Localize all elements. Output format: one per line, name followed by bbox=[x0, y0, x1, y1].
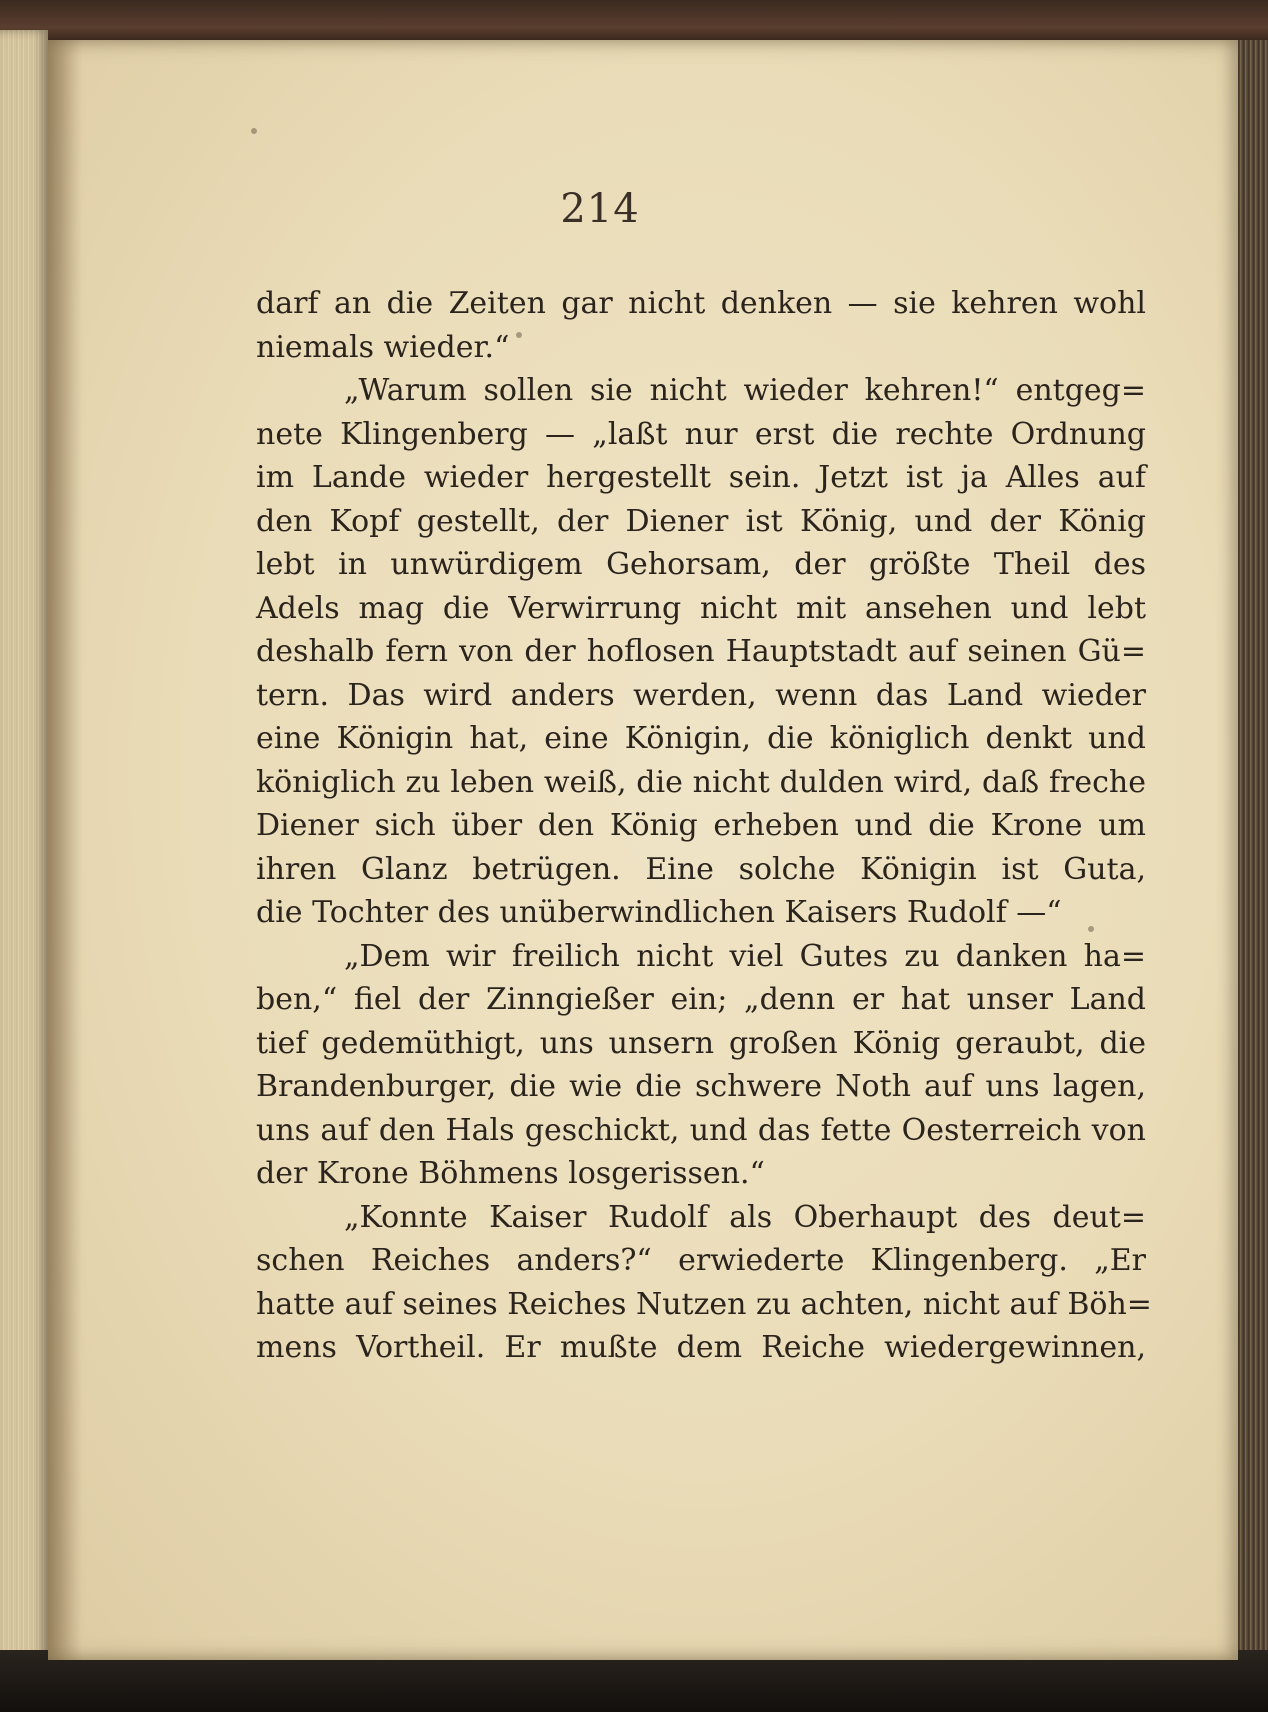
page-gutter-shadow bbox=[48, 40, 82, 1660]
text-line: deshalb fern von der hoflosen Hauptstadt auf seinen Gü= bbox=[256, 634, 1146, 669]
text-line: „Konnte Kaiser Rudolf als Oberhaupt des deut= bbox=[344, 1199, 1146, 1235]
text-line: Brandenburger, die wie die schwere Noth auf uns lagen, bbox=[256, 1069, 1146, 1104]
text-line: königlich zu leben weiß, die nicht dulden wird, daß freche bbox=[256, 764, 1146, 800]
text-line: nete Klingenberg — „laßt nur erst die rechte Ordnung bbox=[256, 416, 1146, 452]
text-line: uns auf den Hals geschickt, und das fette Oesterreich von bbox=[256, 1112, 1146, 1148]
paper-speck bbox=[251, 128, 257, 134]
text-line: hatte auf seines Reiches Nutzen zu achten, nicht auf Böh= bbox=[256, 1286, 1152, 1322]
text-line: schen Reiches anders?“ erwiederte Klingenberg. „Er bbox=[256, 1243, 1146, 1278]
text-line: ben,“ fiel der Zinngießer ein; „denn er hat unser Land bbox=[256, 982, 1146, 1017]
text-line: im Lande wieder hergestellt sein. Jetzt ist ja Alles auf bbox=[256, 460, 1146, 495]
text-line: eine Königin hat, eine Königin, die königlich denkt und bbox=[256, 721, 1146, 756]
text-line: tief gedemüthigt, uns unsern großen König geraubt, die bbox=[256, 1025, 1146, 1061]
text-line: lebt in unwürdigem Gehorsam, der größte Theil des bbox=[256, 547, 1146, 582]
text-line: tern. Das wird anders werden, wenn das Land wieder bbox=[256, 677, 1146, 713]
text-line: Diener sich über den König erheben und die Krone um bbox=[256, 808, 1146, 843]
text-line: die Tochter des unüberwindlichen Kaisers Rudolf —“ bbox=[256, 895, 1062, 930]
text-line: niemals wieder.“ bbox=[256, 329, 510, 365]
text-line: „Dem wir freilich nicht viel Gutes zu danken ha= bbox=[344, 938, 1146, 974]
page-number: 214 bbox=[560, 186, 640, 232]
text-line: mens Vortheil. Er mußte dem Reiche wiedergewinnen, bbox=[256, 1330, 1146, 1365]
text-line: ihren Glanz betrügen. Eine solche Königin ist Guta, bbox=[256, 851, 1146, 887]
text-line: den Kopf gestellt, der Diener ist König, und der König bbox=[256, 503, 1146, 539]
text-line: darf an die Zeiten gar nicht denken — sie kehren wohl bbox=[256, 286, 1146, 321]
body-text bbox=[256, 282, 1152, 1370]
page-stack-left bbox=[0, 30, 48, 1680]
text-line: „Warum sollen sie nicht wieder kehren!“ entgeg= bbox=[344, 373, 1146, 408]
text-line: Adels mag die Verwirrung nicht mit ansehen und lebt bbox=[256, 590, 1146, 626]
text-line: der Krone Böhmens losgerissen.“ bbox=[256, 1156, 765, 1191]
page-stack-right bbox=[1236, 40, 1268, 1680]
